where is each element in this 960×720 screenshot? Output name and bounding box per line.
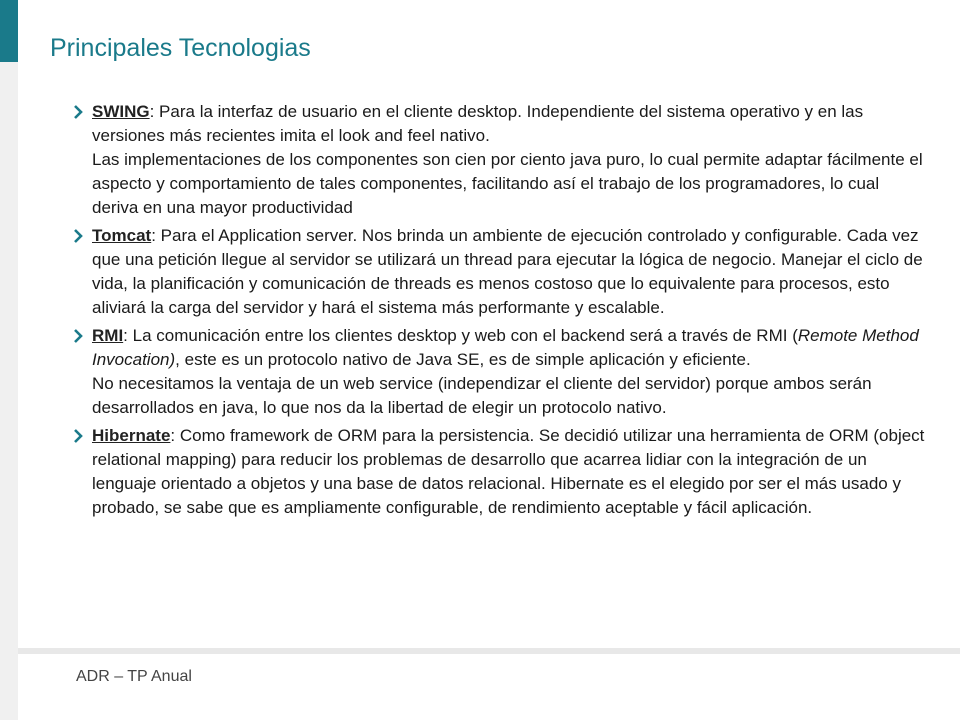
footer-text: ADR – TP Anual [76, 668, 192, 685]
bullet-text: : La comunicación entre los clientes desktop y web con el backend será a través de RMI ( [123, 326, 798, 345]
bullet-tomcat [70, 224, 930, 320]
bullet-text-continued: No necesitamos la ventaja de un web service (independizar el cliente del servidor) porque ambos serán desarrollados en java, lo que nos da la libertad de elegir un protocolo nativo. [92, 374, 872, 417]
bullet-text: : Como framework de ORM para la persistencia. Se decidió utilizar una herramienta de ORM (object relational mapping) para reducir los problemas de desarrollo que acarrea lidiar con la integración de un lenguaje orientado a objetos y una base de datos relacional. Hibernate es el elegido por ser el más usado y probado, se sabe que es ampliamente configurable, de rendimiento aceptable y fácil aplicación. [92, 426, 925, 517]
accent-bar [0, 0, 18, 62]
chevron-right-icon [72, 229, 84, 243]
bullet-term: Hibernate [92, 426, 171, 445]
bullet-text-continued: Las implementaciones de los componentes son cien por ciento java puro, lo cual permite adaptar fácilmente el aspecto y comportamiento de tales componentes, facilitando así el trabajo de los programadores, lo cual deriva en una mayor productividad [92, 150, 923, 217]
chevron-right-icon [72, 105, 84, 119]
slide-title: Principales Tecnologias [50, 34, 311, 62]
left-sidebar-bar [0, 0, 18, 720]
bullet-term: SWING [92, 102, 150, 121]
bullet-text: , este es un protocolo nativo de Java SE, es de simple aplicación y eficiente. [175, 350, 751, 369]
bullet-hibernate [70, 424, 930, 520]
bullet-term: Tomcat [92, 226, 152, 245]
bullet-text: : Para la interfaz de usuario en el cliente desktop. Independiente del sistema operativo y en las versiones más recientes imita el look and feel nativo. [92, 102, 864, 145]
bullet-list [70, 100, 930, 524]
chevron-right-icon [72, 429, 84, 443]
footer-divider [18, 648, 960, 654]
bullet-text-italic: Remote Method Invocation) [92, 326, 919, 369]
bullet-term: RMI [92, 326, 124, 345]
bullet-rmi [70, 324, 930, 420]
chevron-right-icon [72, 329, 84, 343]
bullet-text: : Para el Application server. Nos brinda un ambiente de ejecución controlado y configurable. Cada vez que una petición llegue al servidor se utilizará un thread para ejecutar la lógica de negocio. Manejar el ciclo de vida, la planificación y comunicación de threads es menos costoso que lo equivalente para procesos, esto aliviará la carga del servidor y hará el sistema más performante y escalable. [92, 226, 923, 317]
bullet-swing [70, 100, 930, 220]
